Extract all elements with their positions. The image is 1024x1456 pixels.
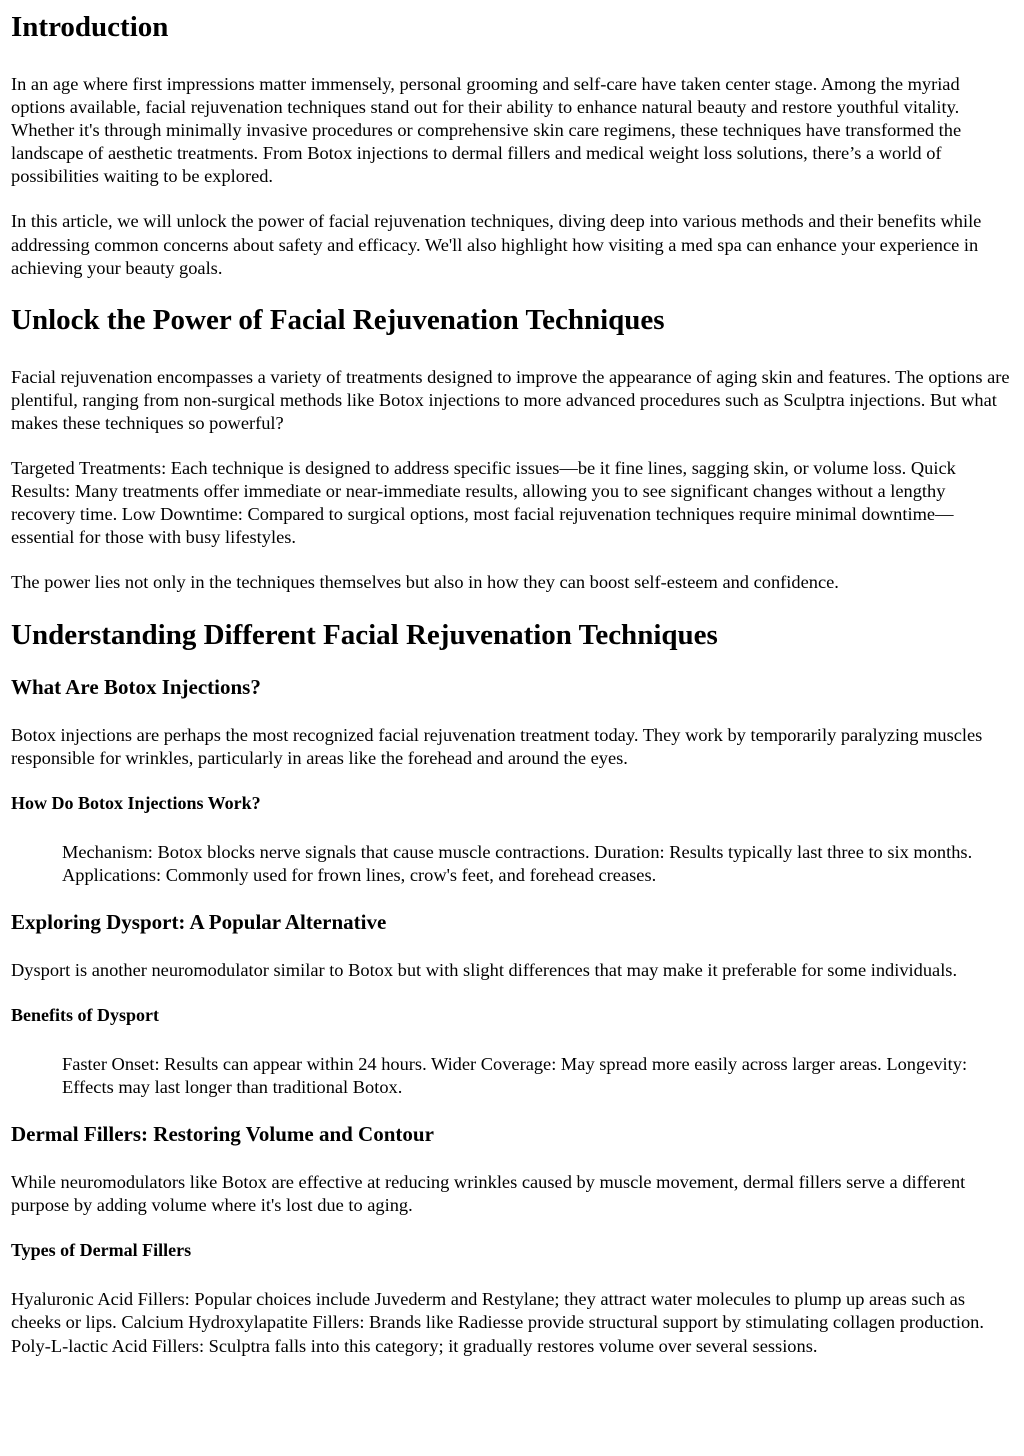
heading-botox: What Are Botox Injections? (11, 674, 261, 699)
heading-dysport: Exploring Dysport: A Popular Alternative (11, 909, 387, 934)
heading-understanding-techniques: Understanding Different Facial Rejuvenation Techniques (11, 618, 718, 651)
heading-dermal-fillers: Dermal Fillers: Restoring Volume and Contour (11, 1122, 434, 1147)
heading-unlock-power: Unlock the Power of Facial Rejuvenation Techniques (11, 303, 665, 336)
paragraph-intro-1: In an age where first impressions matter immensely, personal grooming and self-care have taken center stage. Among the myriad options available, facial rejuvenation techniques stand out for their ability to enhance natural beauty and restore youthful vitality. Whether it's through minimally invasive procedures or comprehensive skin care regimens, these techniques have transformed the landscape of aesthetic treatments. From Botox injections to dermal fillers and medical weight loss solutions, there’s a world of possibilities waiting to be explored. (11, 74, 962, 187)
heading-introduction: Introduction (11, 11, 169, 43)
paragraph-filler-types: Hyaluronic Acid Fillers: Popular choices include Juvederm and Restylane; they attract water molecules to plump up areas such as cheeks or lips. Calcium Hydroxylapatite Fillers: Brands like Radiesse provide structural support by stimulating collagen production. Poly-L-lactic Acid Fillers: Sculptra falls into this category; it gradually restores volume over several sessions. (11, 1289, 984, 1356)
paragraph-intro-2: In this article, we will unlock the power of facial rejuvenation techniques, diving deep into various methods and their benefits while addressing common concerns about safety and efficacy. We'll also highlight how visiting a med spa can enhance your experience in achieving your beauty goals. (11, 211, 982, 278)
blockquote-dysport-benefits: Faster Onset: Results can appear within 24 hours. Wider Coverage: May spread more easily across larger areas. Longevity: Effects may last longer than traditional Botox. (62, 1053, 968, 1098)
paragraph-power-2: Targeted Treatments: Each technique is designed to address specific issues—be it fine lines, sagging skin, or volume loss. Quick Results: Many treatments offer immediate or near-immediate results, allowing you to see significant changes without a lengthy recovery time. Low Downtime: Compared to surgical options, most facial rejuvenation techniques require minimal downtime—essential for those with busy lifestyles. (11, 458, 956, 548)
paragraph-dermal-fillers: While neuromodulators like Botox are effective at reducing wrinkles caused by muscle movement, dermal fillers serve a different purpose by adding volume where it's lost due to aging. (11, 1172, 966, 1216)
paragraph-power-1: Facial rejuvenation encompasses a variety of treatments designed to improve the appearance of aging skin and features. The options are plentiful, ranging from non-surgical methods like Botox injections to more advanced procedures such as Sculptra injections. But what makes these techniques so powerful? (11, 366, 1010, 433)
heading-filler-types: Types of Dermal Fillers (11, 1240, 192, 1261)
paragraph-power-3: The power lies not only in the techniques themselves but also in how they can boost self-esteem and confidence. (11, 572, 839, 593)
article (0, 10, 1024, 1358)
heading-botox-work: How Do Botox Injections Work? (11, 792, 261, 813)
paragraph-dysport: Dysport is another neuromodulator similar to Botox but with slight differences that may make it preferable for some individuals. (11, 959, 958, 980)
heading-dysport-benefits: Benefits of Dysport (11, 1004, 159, 1025)
paragraph-botox: Botox injections are perhaps the most recognized facial rejuvenation treatment today. They work by temporarily paralyzing muscles responsible for wrinkles, particularly in areas like the forehead and around the eyes. (11, 724, 983, 768)
blockquote-botox-work: Mechanism: Botox blocks nerve signals that cause muscle contractions. Duration: Results typically last three to six months. Applications: Commonly used for frown lines, crow's feet, and forehead creases. (62, 841, 973, 885)
